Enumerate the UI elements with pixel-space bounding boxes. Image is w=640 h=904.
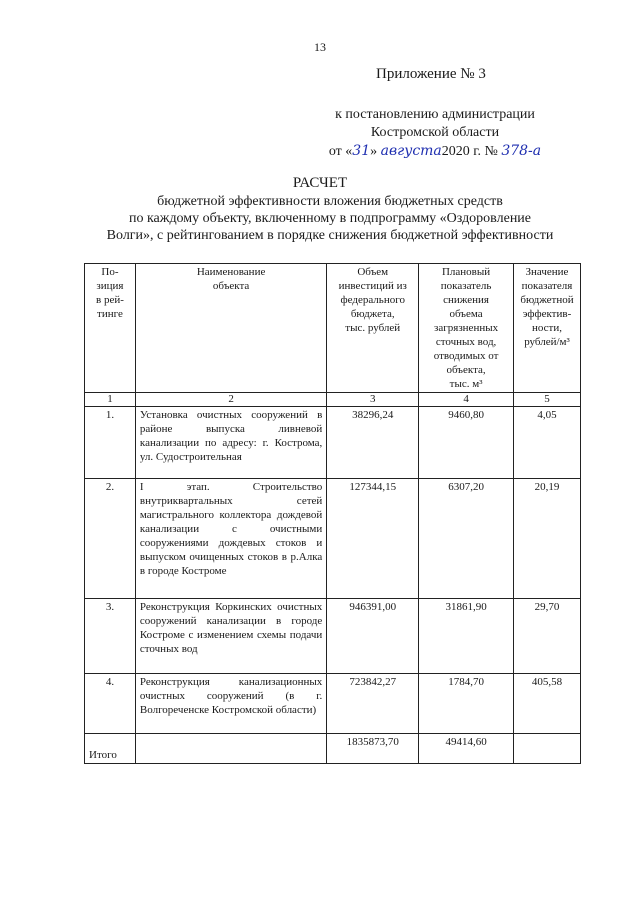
- decree-line-2: Костромской области: [370, 125, 500, 140]
- subtitle-line-1: бюджетной эффективности вложения бюджетных средств: [157, 194, 503, 209]
- col-number: 2: [135, 393, 326, 407]
- row-planned-reduction: 31861,90: [419, 599, 514, 674]
- total-label: Итого: [85, 734, 136, 764]
- row-position: 1.: [85, 407, 136, 479]
- total-row: [85, 734, 581, 764]
- row-object-name: Установка очистных сооружений в районе выпуска ливневой канализации по адресу: г. Кострома, ул. Судостроительная: [135, 407, 326, 479]
- row-investment: 38296,24: [327, 407, 419, 479]
- header-planned-reduction: Плановый показатель снижения объема загрязненных сточных вод, отводимых от объекта, тыс. м³: [419, 264, 514, 393]
- table-header-row: [85, 264, 581, 393]
- row-planned-reduction: 1784,70: [419, 674, 514, 734]
- table-row: [85, 599, 581, 674]
- appendix-title: Приложение № 3: [376, 66, 486, 82]
- decree-reference: [300, 106, 570, 161]
- date-day-handwritten: 31: [352, 143, 371, 159]
- row-investment: 946391,00: [327, 599, 419, 674]
- row-planned-reduction: 9460,80: [419, 407, 514, 479]
- row-planned-reduction: 6307,20: [419, 479, 514, 599]
- row-efficiency: 20,19: [514, 479, 581, 599]
- total-empty-cell: [135, 734, 326, 764]
- col-number: 5: [514, 393, 581, 407]
- subtitle-line-2: по каждому объекту, включенному в подпрограмму «Оздоровление: [128, 211, 532, 226]
- row-object-name: Реконструкция Коркинских очистных сооружений канализации в городе Костроме с изменением схемы подачи сточных вод: [135, 599, 326, 674]
- col-number: 1: [85, 393, 136, 407]
- decree-number-handwritten: 378-а: [501, 143, 542, 159]
- date-prefix: от «: [328, 144, 353, 159]
- subtitle-line-3: Волги», с рейтингованием в порядке снижения бюджетной эффективности: [106, 228, 554, 243]
- header-object-name: Наименование объекта: [135, 264, 326, 393]
- date-year: 2020 г. №: [441, 144, 498, 159]
- row-object-name: Реконструкция канализационных очистных сооружений (в г. Волгореченске Костромской области): [135, 674, 326, 734]
- row-position: 3.: [85, 599, 136, 674]
- row-position: 2.: [85, 479, 136, 599]
- total-investment: 1835873,70: [327, 734, 419, 764]
- table-row: [85, 407, 581, 479]
- table-row: [85, 674, 581, 734]
- page-number: 13: [314, 40, 326, 54]
- row-efficiency: 29,70: [514, 599, 581, 674]
- decree-line-1: к постановлению администрации: [335, 107, 535, 122]
- header-investment: Объем инвестиций из федерального бюджета, тыс. рублей: [327, 264, 419, 393]
- efficiency-table: [84, 263, 581, 764]
- header-position: По- зиция в рей- тинге: [85, 264, 136, 393]
- col-number: 4: [419, 393, 514, 407]
- date-month-handwritten: августа: [380, 143, 442, 159]
- decree-date: [300, 142, 570, 161]
- date-mid: »: [370, 144, 378, 159]
- document-title: РАСЧЕТ: [292, 175, 348, 191]
- total-empty-cell: [514, 734, 581, 764]
- col-number: 3: [327, 393, 419, 407]
- row-investment: 723842,27: [327, 674, 419, 734]
- column-number-row: [85, 393, 581, 407]
- document-subtitle: [60, 193, 600, 244]
- row-object-name: I этап. Строительство внутриквартальных сетей магистрального коллектора дождевой канализации с очистными сооружениями дождевых стоков и выпуском очищенных стоков в р.Алка в городе Костроме: [135, 479, 326, 599]
- table-row: [85, 479, 581, 599]
- row-position: 4.: [85, 674, 136, 734]
- row-efficiency: 405,58: [514, 674, 581, 734]
- row-investment: 127344,15: [327, 479, 419, 599]
- header-efficiency: Значение показателя бюджетной эффектив- ности, рублей/м³: [514, 264, 581, 393]
- total-planned-reduction: 49414,60: [419, 734, 514, 764]
- row-efficiency: 4,05: [514, 407, 581, 479]
